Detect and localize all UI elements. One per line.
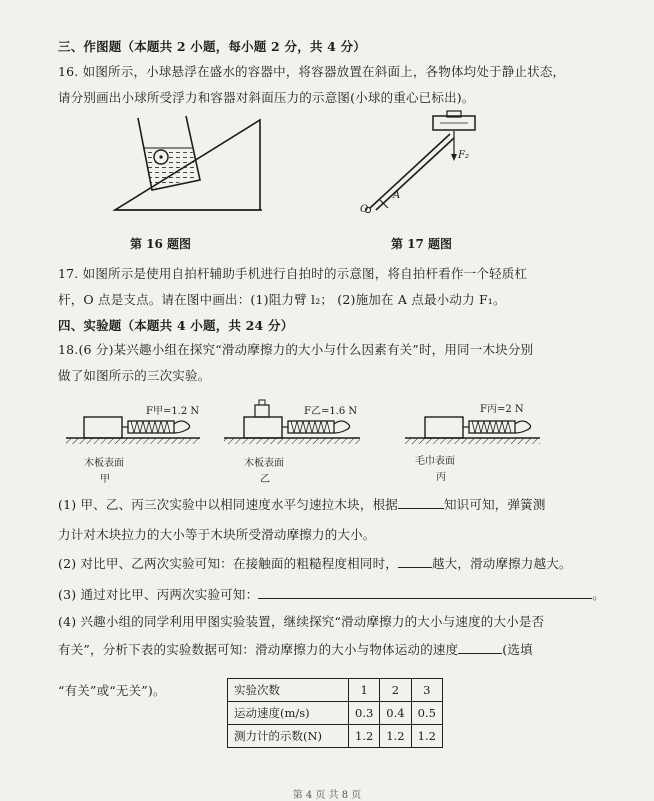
- q18-p1-text-a: (1) 甲、乙、丙三次实验中以相同速度水平匀速拉木块，根据: [58, 497, 398, 512]
- experiment-jia: [66, 417, 200, 444]
- q18-p3-text-b: 。: [592, 587, 605, 602]
- q18-figures: [66, 400, 540, 444]
- q18-p2-blank[interactable]: [398, 555, 432, 568]
- q18-p1-line2: 力计对木块拉力的大小等于木块所受滑动摩擦力的大小。: [58, 527, 376, 542]
- label-o: O: [360, 204, 369, 215]
- experiment-bing: [405, 417, 540, 444]
- table-cell: 2: [380, 679, 411, 702]
- q18-p2-text-a: (2) 对比甲、乙两次实验可知：在接触面的粗糙程度相同时，: [58, 556, 398, 571]
- q17-figure: [365, 111, 475, 213]
- table-row: [228, 725, 443, 748]
- q17-text-line1: 17. 如图所示是使用自拍杆辅助手机进行自拍时的示意图，将自拍杆看作一个轻质杠: [58, 266, 528, 281]
- table-row-label: 实验次数: [228, 679, 349, 702]
- q16-text-line2: 请分别画出小球所受浮力和容器对斜面压力的示意图(小球的重心已标出)。: [58, 90, 475, 105]
- q18-p1-line1: [58, 495, 546, 513]
- q18-p4-blank[interactable]: [458, 641, 502, 654]
- q18-p1-blank[interactable]: [398, 496, 444, 509]
- label-f2: F₂: [458, 150, 469, 161]
- exp-name-jia: 甲: [100, 474, 110, 485]
- table-cell: 1: [349, 679, 380, 702]
- q18-p4-line3: “有关”或“无关”)。: [58, 683, 166, 698]
- q18-p3-line: [58, 585, 605, 603]
- q18-p1-text-b: 知识可知，弹簧测: [443, 497, 546, 512]
- table-cell: 0.3: [349, 702, 380, 725]
- q17-caption: 第 17 题图: [391, 237, 453, 251]
- label-a: A: [393, 190, 401, 201]
- surface-label-jia: 木板表面: [84, 458, 124, 469]
- table-cell: 1.2: [411, 725, 442, 748]
- table-row-label: 运动速度(m/s): [228, 702, 349, 725]
- q18-p4-line1: (4) 兴趣小组的同学利用甲图实验装置，继续探究“滑动摩擦力的大小与速度的大小是否: [58, 614, 545, 629]
- q18-p2-line: [58, 554, 572, 572]
- q18-p3-text-a: (3) 通过对比甲、丙两次实验可知：: [58, 587, 259, 602]
- force-label-yi: F乙=1.6 N: [304, 406, 358, 417]
- q16-figure: [115, 116, 262, 210]
- weight-yi: [255, 405, 269, 417]
- force-label-bing: F丙=2 N: [480, 404, 524, 415]
- force-label-jia: F甲=1.2 N: [146, 406, 200, 417]
- wood-block-yi: [244, 417, 282, 438]
- q18-p3-blank[interactable]: [258, 586, 592, 599]
- ball-center-dot: [159, 155, 162, 158]
- wood-block-bing: [425, 417, 463, 438]
- surface-label-bing: 毛巾表面: [415, 456, 455, 467]
- section3-title: 三、作图题（本题共 2 小题，每小题 2 分，共 4 分）: [58, 39, 367, 54]
- wood-block-jia: [84, 417, 122, 438]
- table-row: [228, 679, 443, 702]
- q18-p4-text-c: (选填: [502, 642, 533, 657]
- section4-title: 四、实验题（本题共 4 小题，共 24 分）: [58, 318, 294, 333]
- table-row: [228, 702, 443, 725]
- table-row-label: 测力计的示数(N): [228, 725, 349, 748]
- q18-p2-text-b: 越大，滑动摩擦力越大。: [431, 556, 572, 571]
- q18-text-line1: 18.(6 分)某兴趣小组在探究“滑动摩擦力的大小与什么因素有关”时，用同一木块分别: [58, 342, 534, 357]
- q18-text-line2: 做了如图所示的三次实验。: [58, 368, 211, 383]
- q16-caption: 第 16 题图: [130, 237, 192, 251]
- table-cell: 1.2: [380, 725, 411, 748]
- selfie-stick: [370, 134, 450, 208]
- table-cell: 0.5: [411, 702, 442, 725]
- table-cell: 1.2: [349, 725, 380, 748]
- q18-p4-line2: [58, 640, 533, 658]
- exp-name-yi: 乙: [260, 474, 270, 485]
- page-footer: 第 4 页 共 8 页: [292, 790, 362, 801]
- q16-text-line1: 16. 如图所示，小球悬浮在盛水的容器中，将容器放置在斜面上，各物体均处于静止状态，: [58, 64, 566, 79]
- q17-text-line2: 杆，O 点是支点。请在图中画出：(1)阻力臂 l₂； (2)施加在 A 点最小动力 F₁。: [58, 292, 506, 307]
- table-cell: 3: [411, 679, 442, 702]
- q18-p4-text-b: 有关”，分析下表的实验数据可知：滑动摩擦力的大小与物体运动的速度: [58, 642, 459, 657]
- exp-name-bing: 丙: [436, 472, 446, 483]
- table-cell: 0.4: [380, 702, 411, 725]
- surface-label-yi: 木板表面: [244, 458, 284, 469]
- experiment-data-table: [227, 678, 443, 748]
